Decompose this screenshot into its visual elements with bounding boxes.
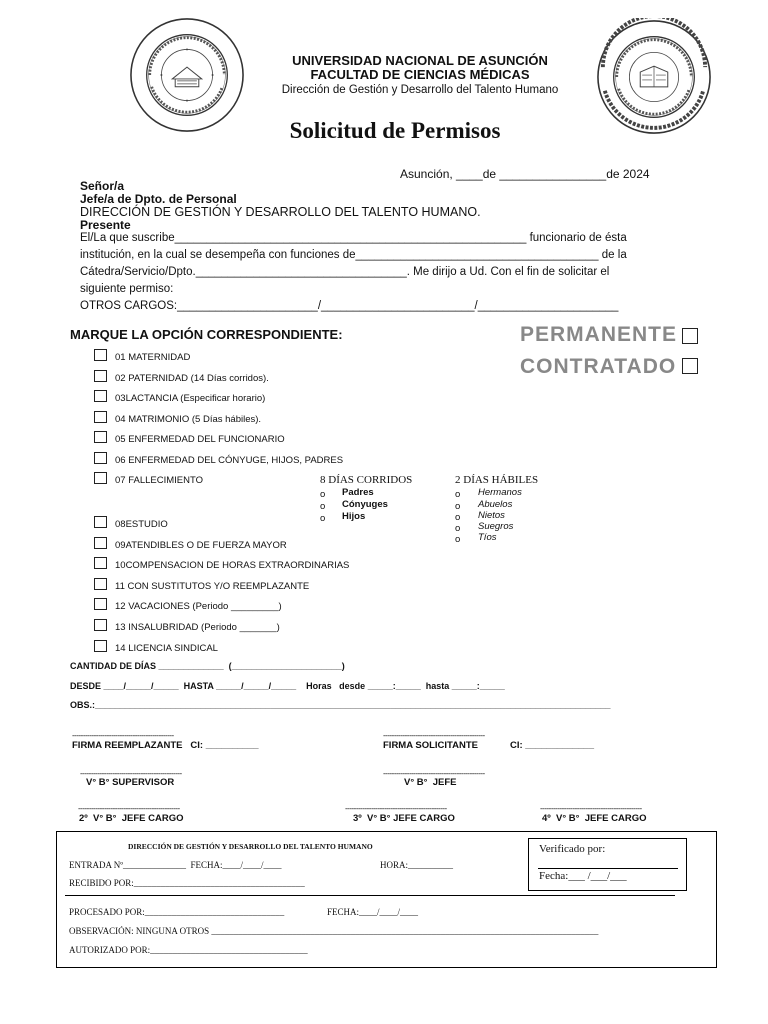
authorized-field[interactable]: AUTORIZADO POR:___________________________________ bbox=[69, 945, 308, 955]
verified-by-label: Verificado por: bbox=[539, 843, 606, 855]
option-label-07: 07 FALLECIMIENTO bbox=[115, 475, 203, 486]
office-divider bbox=[65, 895, 675, 896]
option-label-14: 14 LICENCIA SINDICAL bbox=[115, 643, 218, 654]
direction-name: Dirección de Gestión y Desarrollo del Talento Humano bbox=[281, 84, 559, 96]
option-checkbox-13[interactable] bbox=[94, 619, 107, 631]
option-label-03: 03LACTANCIA (Especificar horario) bbox=[115, 393, 266, 404]
bereavement-col1-item: Padres bbox=[342, 487, 374, 498]
option-checkbox-06[interactable] bbox=[94, 452, 107, 464]
bereavement-col2-item: Tíos bbox=[478, 532, 497, 543]
option-label-08: 08ESTUDIO bbox=[115, 519, 168, 530]
signature-line: ----------------------------------------------- bbox=[80, 769, 182, 778]
signature-line: ----------------------------------------------- bbox=[78, 804, 180, 813]
options-heading: MARQUE LA OPCIÓN CORRESPONDIENTE: bbox=[70, 327, 343, 342]
boss4-signature: 4º V° B° JEFE CARGO bbox=[542, 813, 647, 824]
bereavement-col1-title: 8 DÍAS CORRIDOS bbox=[320, 474, 413, 486]
option-checkbox-14[interactable] bbox=[94, 640, 107, 652]
body-line-4: siguiente permiso: bbox=[80, 283, 174, 295]
signature-line: ----------------------------------------------- bbox=[540, 804, 642, 813]
addressee-line-3: DIRECCIÓN DE GESTIÓN Y DESARROLLO DEL TALENTO HUMANO. bbox=[80, 205, 481, 219]
received-field[interactable]: RECIBIDO POR:______________________________________ bbox=[69, 878, 305, 888]
option-checkbox-04[interactable] bbox=[94, 411, 107, 423]
option-checkbox-08[interactable] bbox=[94, 516, 107, 528]
boss-signature: V° B° JEFE bbox=[404, 777, 457, 788]
applicant-signature: FIRMA SOLICITANTE bbox=[383, 740, 478, 751]
verified-date[interactable]: Fecha:___ /___/___ bbox=[539, 870, 627, 882]
option-label-06: 06 ENFERMEDAD DEL CÓNYUGE, HIJOS, PADRES bbox=[115, 455, 344, 466]
bullet: o bbox=[320, 501, 326, 512]
bullet: o bbox=[320, 489, 326, 500]
option-label-13: 13 INSALUBRIDAD (Periodo _______) bbox=[115, 622, 280, 633]
date-range-field[interactable]: DESDE ____/_____/_____ HASTA _____/_____/_____ Horas desde _____:_____ hasta _____:_____ bbox=[70, 681, 505, 691]
bullet: o bbox=[455, 512, 461, 523]
bereavement-col2-item: Hermanos bbox=[478, 487, 522, 498]
bullet: o bbox=[320, 513, 326, 524]
signature-line: ----------------------------------------------- bbox=[383, 731, 485, 740]
contracted-checkbox[interactable] bbox=[682, 358, 698, 374]
processed-date-field[interactable]: FECHA:____/____/____ bbox=[327, 907, 419, 917]
addressee-line-2: Jefe/a de Dpto. de Personal bbox=[80, 192, 237, 206]
bullet: o bbox=[455, 523, 461, 534]
body-line-3: Cátedra/Servicio/Dpto._________________________________. Me dirijo a Ud. Con el fin de solicitar el bbox=[80, 266, 610, 278]
faculty-name: FACULTAD DE CIENCIAS MÉDICAS bbox=[310, 67, 530, 82]
option-label-02: 02 PATERNIDAD (14 Días corridos). bbox=[115, 373, 269, 384]
hour-field[interactable]: HORA:__________ bbox=[380, 860, 454, 870]
addressee-line-1: Señor/a bbox=[80, 179, 125, 193]
applicant-ci: CI: _____________ bbox=[510, 740, 594, 751]
option-label-12: 12 VACACIONES (Periodo _________) bbox=[115, 601, 282, 612]
bereavement-col2-item: Nietos bbox=[478, 510, 505, 521]
bullet: o bbox=[455, 489, 461, 500]
permanent-checkbox[interactable] bbox=[682, 328, 698, 344]
option-label-04: 04 MATRIMONIO (5 Días hábiles). bbox=[115, 414, 262, 425]
option-checkbox-12[interactable] bbox=[94, 598, 107, 610]
option-checkbox-01[interactable] bbox=[94, 349, 107, 361]
days-field[interactable]: CANTIDAD DE DÍAS _____________ (______________________) bbox=[70, 661, 345, 671]
page-title: Solicitud de Permisos bbox=[289, 118, 501, 143]
option-checkbox-10[interactable] bbox=[94, 557, 107, 569]
permanent-label: PERMANENTE bbox=[520, 323, 678, 346]
bereavement-col1-item: Hijos bbox=[342, 511, 366, 522]
bereavement-col2-title: 2 DÍAS HÁBILES bbox=[455, 474, 539, 486]
bullet: o bbox=[455, 534, 461, 545]
body-line-1: El/La que suscribe_______________________________________________________ funcionario de ésta bbox=[80, 232, 627, 244]
option-label-09: 09ATENDIBLES O DE FUERZA MAYOR bbox=[115, 540, 287, 551]
addressee-line-4: Presente bbox=[80, 218, 131, 232]
option-label-10: 10COMPENSACION DE HORAS EXTRAORDINARIAS bbox=[115, 560, 350, 571]
replacement-signature: FIRMA REEMPLAZANTE CI: __________ bbox=[72, 740, 259, 751]
signature-line: ----------------------------------------------- bbox=[72, 731, 174, 740]
bereavement-col2-item: Suegros bbox=[478, 521, 514, 532]
option-checkbox-02[interactable] bbox=[94, 370, 107, 382]
body-line-2: institución, en la cual se desempeña con funciones de______________________________________ de la bbox=[80, 249, 627, 261]
option-checkbox-07[interactable] bbox=[94, 472, 107, 484]
office-box-title: DIRECCIÓN DE GESTIÓN Y DESARROLLO DEL TALENTO HUMANO bbox=[128, 842, 373, 851]
option-label-11: 11 CON SUSTITUTOS Y/O REEMPLAZANTE bbox=[115, 581, 310, 592]
observation-field[interactable]: OBSERVACIÓN: NINGUNA OTROS ______________________________________________________________________________________ bbox=[69, 926, 599, 936]
bullet: o bbox=[455, 501, 461, 512]
option-label-01: 01 MATERNIDAD bbox=[115, 352, 191, 363]
option-checkbox-05[interactable] bbox=[94, 431, 107, 443]
option-checkbox-03[interactable] bbox=[94, 390, 107, 402]
option-label-05: 05 ENFERMEDAD DEL FUNCIONARIO bbox=[115, 434, 285, 445]
obs-field[interactable]: OBS.:_______________________________________________________________________________________________________ bbox=[70, 700, 611, 710]
university-name: UNIVERSIDAD NACIONAL DE ASUNCIÓN bbox=[292, 53, 548, 68]
option-checkbox-09[interactable] bbox=[94, 537, 107, 549]
contracted-label: CONTRATADO bbox=[520, 355, 677, 378]
date-line: Asunción, ____de ________________de 2024 bbox=[400, 167, 650, 181]
boss3-signature: 3º V° B° JEFE CARGO bbox=[353, 813, 455, 824]
boss2-signature: 2º V° B° JEFE CARGO bbox=[79, 813, 184, 824]
entry-field[interactable]: ENTRADA Nº______________ FECHA:____/____/____ bbox=[69, 860, 282, 870]
signature-line: ----------------------------------------------- bbox=[383, 769, 485, 778]
signature-line: ----------------------------------------------- bbox=[345, 804, 447, 813]
processed-field[interactable]: PROCESADO POR:_______________________________ bbox=[69, 907, 285, 917]
verified-divider bbox=[538, 868, 678, 869]
option-checkbox-11[interactable] bbox=[94, 578, 107, 590]
bereavement-col1-item: Cónyuges bbox=[342, 499, 388, 510]
supervisor-signature: V° B° SUPERVISOR bbox=[86, 777, 175, 788]
bereavement-col2-item: Abuelos bbox=[478, 499, 513, 510]
body-line-5: OTROS CARGOS:______________________/________________________/______________________ bbox=[80, 300, 619, 312]
